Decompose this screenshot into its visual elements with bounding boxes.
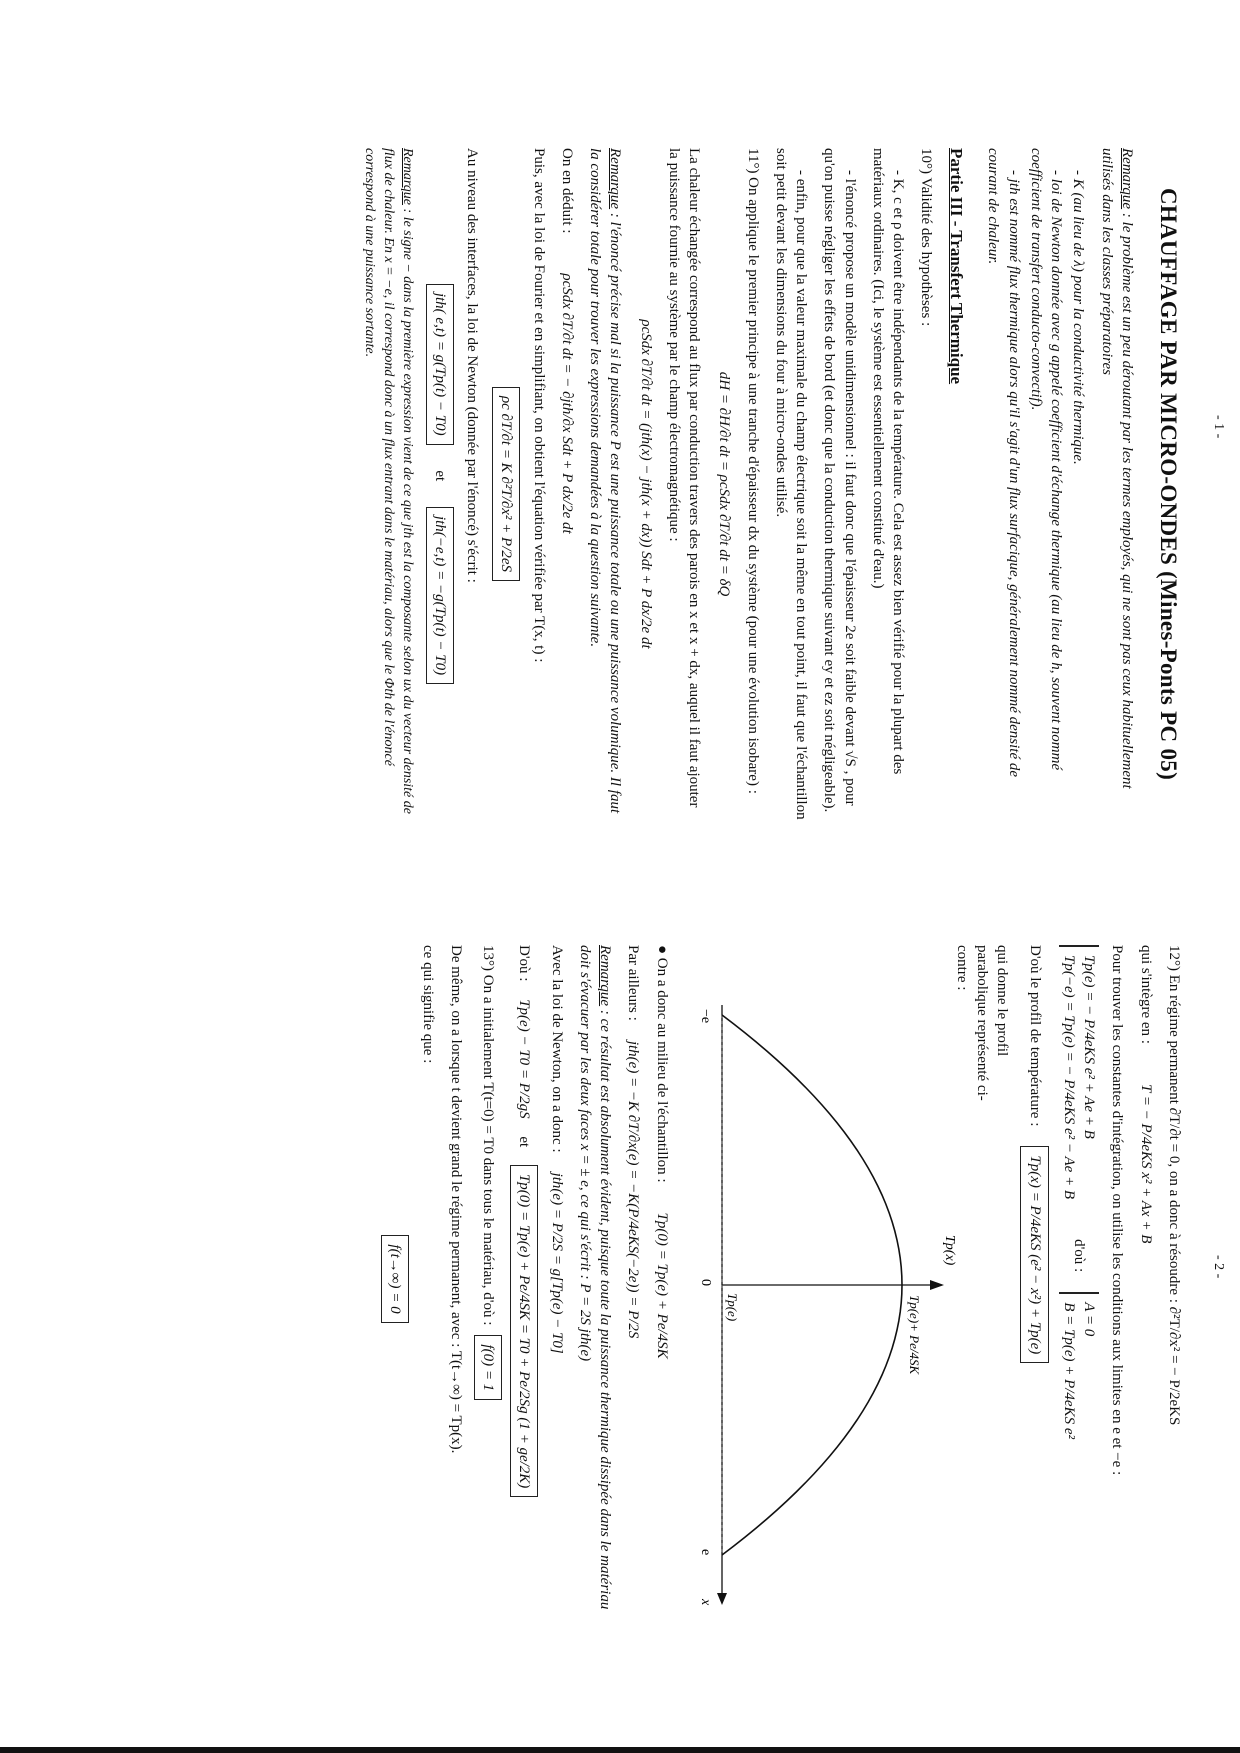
question-13: 13°) On a initialement T(t=0) = T0 dans tous le matériau, d'où :f(0) = 1 [474,945,502,1613]
page-number-right: - 2 - [1211,1255,1226,1279]
center-result-line: ● On a donc au milieu de l'échantillon :Tp(0) = Tp(e) + Pe/4SK [653,945,670,1359]
temperature-profile-chart [672,945,972,1613]
bullet-1: - K (au lieu de λ) pour la conductivité thermique. [1070,170,1087,465]
x-axis-arrow [717,1593,727,1605]
paragraph-3: - enfin, pour que la valeur maximale du champ électrique soit la même en tout point, il faut que l'échantillon soit petit devant les dimensions du four à micro-ondes utilisé. [772,148,810,820]
question-11: 11°) On applique le premier principe à une tranche d'épaisseur dx du système (pour une évolution isobare) : [744,148,761,794]
solution-A: A = 0 [1081,1302,1098,1337]
fourier-text: Puis, avec la loi de Fourier et en simplifiant, on obtient l'équation vérifiée par T(x, t) : [530,148,547,663]
paragraph-2: - l'énoncé propose un modèle unidimensionnel : il faut donc que l'épaisseur 2e soit faible devant √S , pour qu'on puisse négliger les effets de bord (et donc que la conduction thermique suivant ey et ez soit négligeable). [821,148,858,813]
solution-B: B = Tp(e) + P/4eKS e² [1061,1302,1077,1439]
final-results-line: D'où : Tp(e) − T0 = P/2gS et Tp(0) = Tp(e) + Pe/4SK = T0 + Pe/2Sg (1 + ge/2K) [510,945,538,1613]
x-tick-label: −e [697,1009,713,1024]
bullet-2: - loi de Newton donnée avec g appelé coefficient d'échange thermique (au lieu de h, souvent nommé coefficient de transfert conducto-convectif). [1027,148,1065,771]
remarque-1: Remarque : le problème est un peu déroutant par les termes employés, qui ne sont pas ceux habituellement utilisés dans les classes préparatoires [1098,148,1135,789]
equation-first-principle: dH = ∂H/∂t dt = ρcSdx ∂T/∂t dt = δQ [716,371,733,597]
parabolic-text: qui donne le profil parabolique représenté ci-contre : [954,945,1011,1101]
annotation-max: Tp(e)+ Pe/4SK [906,1295,922,1375]
annotation-tp-e: Tp(e) [724,1293,740,1322]
left-page [0,148,1184,820]
dou-label: d'où : [1071,1239,1088,1273]
system-eq-2: Tp(−e) = Tp(e) = − P/4eKS e² − Ae + B [1061,955,1077,1200]
equation-energy-balance: ρcSdx ∂T/∂t dt = (jth(x) − jth(x + dx)) Sdt + P dx/2e dt [637,319,654,649]
remarque-2: Remarque : l'énoncé précise mal si la puissance P est une puissance totale ou une puissance volumique. Il faut la considérer totale pour trouver les expressions demandées à la question suivante. [587,148,624,814]
integration-line: qui s'intègre en :T = − P/4eKS x² + Ax + B [1137,945,1154,1244]
page-number-left: - 1 - [1211,415,1226,439]
paragraph-1: - K, c et ρ doivent être indépendants de la température. Cela est assez bien vérifié pour la plupart des matériaux ordinaires. (Ici, le système est essentiellement constitué d'eau.) [869,148,907,775]
x-tick-label: 0 [697,1279,713,1286]
profile-line: D'où le profil de température :Tp(x) = P/4eKS (e² − x²) + Tp(e) [1021,945,1049,1613]
newton-line: Avec la loi de Newton, on a donc :jth(e) = P/2S = g[Tp(e) − T0] [548,945,565,1354]
signifie-text: ce qui signifie que : [419,945,436,1064]
steady-state-text: De même, on a lorsque t devient grand le régime permanent, avec : T(t→∞) = Tp(x). [448,945,464,1454]
final-condition: f(t→∞) = 0 [381,945,409,1613]
section-heading: Partie III - Transfert Thermique [947,148,967,385]
interfaces-text: Au niveau des interfaces, la loi de Newton (donnée par l'énoncé) s'écrit : [464,148,481,583]
heat-equation: ρc ∂T/∂t = K ∂²T/∂x² + P/2eS [492,148,520,820]
chart-svg [672,945,972,1613]
question-12: 12°) En régime permanent ∂T/∂t = 0, on a donc à résoudre : ∂²T/∂x² = − P/2eKS [1166,945,1182,1426]
paragraph-4: La chaleur échangée correspond au flux par conduction travers des parois en x et x + dx, auquel il faut ajouter la puissance fournie au système par le champ électromagnétique : [665,148,703,808]
flux-line: Par ailleurs :jth(e) = −K ∂T/∂x(e) = −K(P/4eKS(−2e)) = P/2S [625,945,642,1339]
deduction-line: On en déduit :ρcSdx ∂T/∂t dt = − ∂jth/∂x Sdt + P dx/2e dt [558,148,575,534]
boundary-system [1059,945,1100,1613]
right-page [0,945,1184,1613]
y-axis-arrow [930,1280,944,1290]
scan-edge [0,1747,1240,1753]
bullet-3: - jth est nommé flux thermique alors qu'il s'agit d'un flux surfacique, généralement nommé densité de courant de chaleur. [985,148,1022,778]
x-axis-label: x [697,1599,713,1606]
x-tick-label: e [697,1549,713,1556]
page-title: CHAUFFAGE PAR MICRO-ONDES (Mines-Ponts PC 05) [1156,187,1181,781]
newton-boundary-equations: jth( e,t) = g(Tp(t) − T0) et jth(−e,t) = −g(Tp(t) − T0) [426,148,454,820]
y-axis-label: Tp(x) [941,1235,957,1266]
constants-text: Pour trouver les constantes d'intégration, on utilise les conditions aux limites en e et −e : [1109,945,1126,1476]
question-10: 10°) Validité des hypothèses : [918,148,935,327]
remarque-3: Remarque : le signe − dans la première expression vient de ce que jth est la composante selon ux du vecteur densité de flux de chaleur. En x = −e, il correspond donc à un flux entrant dans le matériau, alors que le Φth de l'énoncé correspond à une puissance sortante. [361,148,415,814]
remarque-4: Remarque : ce résultat est absolument évident, puisque toute la puissance thermique dissipée dans le matériau doit s'évacuer par les deux faces x = ± e, ce qui s'écrit : P = 2S jth(e) [577,945,614,1610]
system-eq-1: Tp(e) = − P/4eKS e² + Ae + B [1081,955,1098,1139]
